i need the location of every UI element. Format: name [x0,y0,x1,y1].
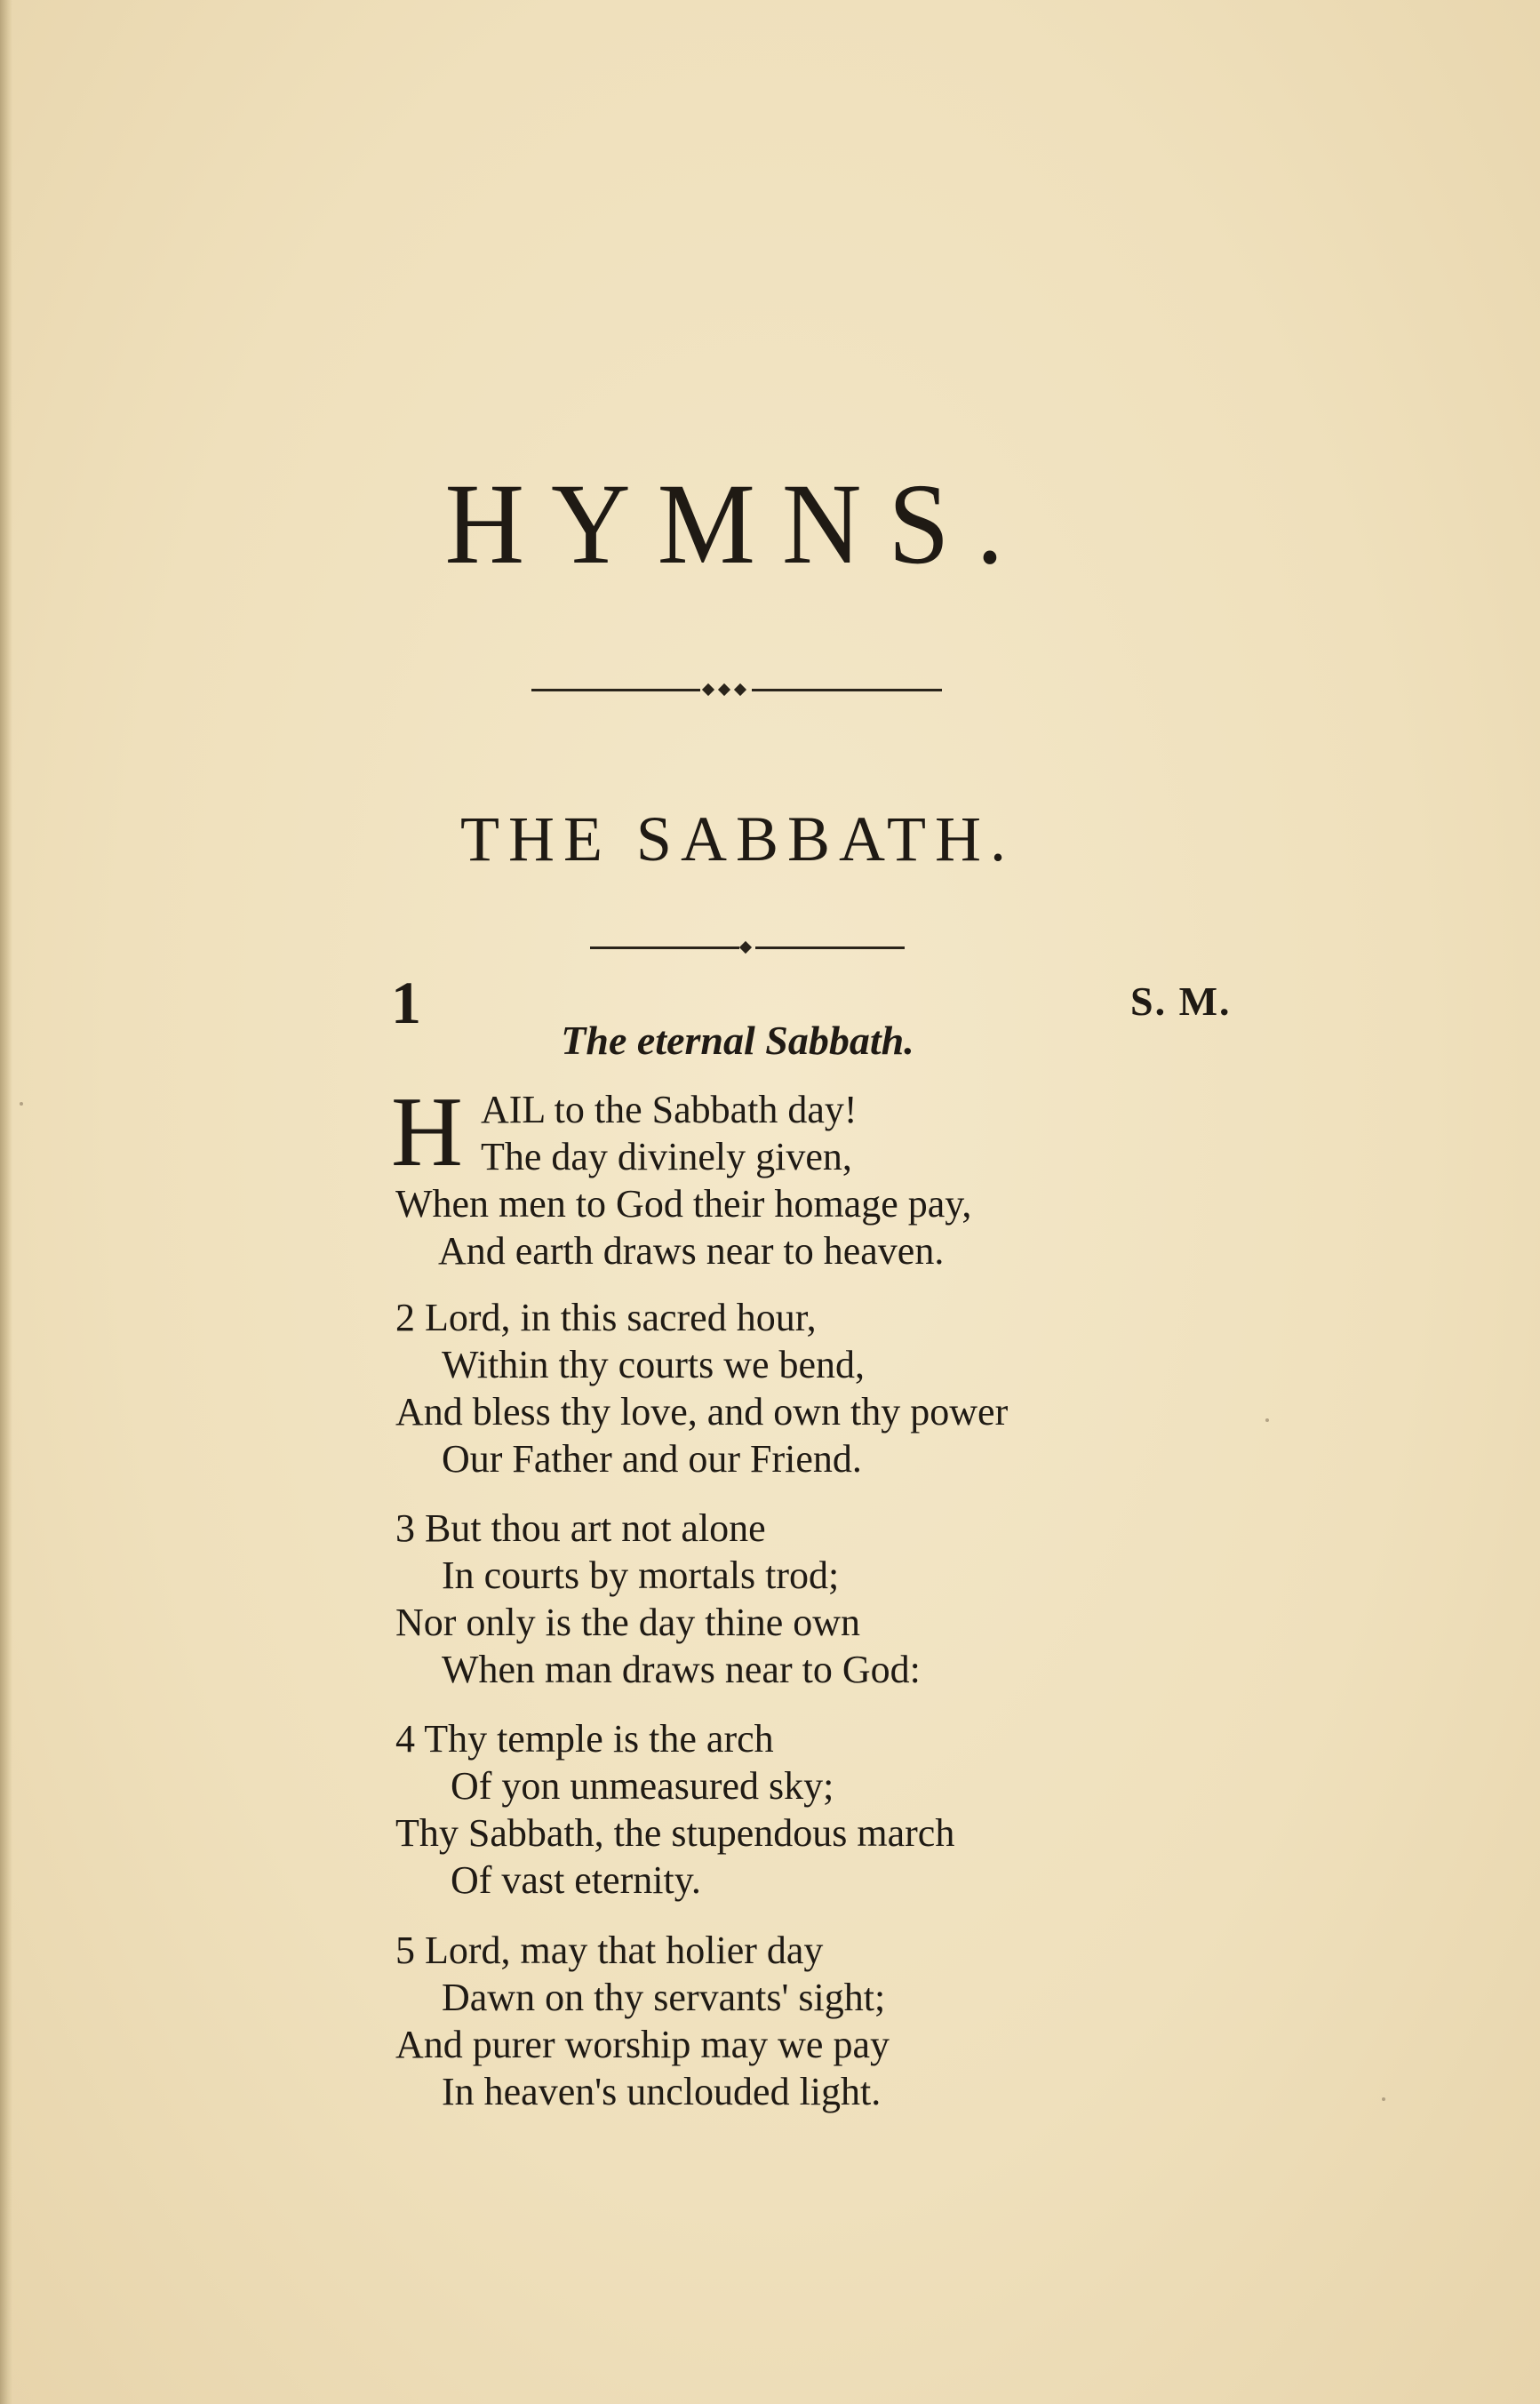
verse-line: 5 Lord, may that holier day [395,1929,824,1972]
drop-cap: H [391,1077,463,1187]
verse-line: Our Father and our Friend. [442,1437,862,1481]
section-rule-left [590,946,739,949]
verse-4 [395,1715,954,1904]
verse-line: In courts by mortals trod; [442,1553,840,1597]
verse-2 [395,1294,1008,1482]
section-rule-right [755,946,905,949]
verse-line: Of vast eternity. [451,1858,701,1902]
verse-line: And bless thy love, and own thy power [395,1390,1009,1434]
verse-line: Of yon unmeasured sky; [451,1764,834,1808]
title-rule-right [752,689,942,691]
verse-line: AIL to the Sabbath day! [481,1088,858,1131]
verse-line: The day divinely given, [481,1135,852,1178]
verse-line: 4 Thy temple is the arch [395,1717,774,1761]
section-rule-ornament [739,941,752,954]
verse-line: When men to God their homage pay, [395,1182,972,1226]
verse-1-lines [395,1086,971,1274]
page-title: HYMNS. [444,459,1031,588]
verse-3 [395,1505,921,1693]
page-binding-edge [0,0,12,2404]
section-title: THE SABBATH. [459,803,1016,875]
title-rule-ornament-3 [734,683,746,696]
verse-line: When man draws near to God: [442,1648,921,1691]
title-rule-left [531,689,700,691]
paper-speck [1265,1418,1269,1422]
verse-line: Nor only is the day thine own [395,1601,861,1644]
verse-line: And earth draws near to heaven. [438,1229,945,1273]
verse-line: 2 Lord, in this sacred hour, [395,1296,817,1339]
verse-line: And purer worship may we pay [395,2023,890,2066]
hymn-meter: S. M. [1130,978,1232,1024]
verse-line: Dawn on thy servants' sight; [442,1976,886,2019]
verse-line: 3 But thou art not alone [395,1506,766,1550]
paper-speck [20,1102,23,1106]
paper-speck [1382,2097,1385,2101]
verse-line: Within thy courts we bend, [442,1343,866,1386]
verse-line: In heaven's unclouded light. [442,2070,882,2113]
hymn-subtitle: The eternal Sabbath. [561,1018,914,1063]
verse-5 [395,1927,890,2115]
title-rule-ornament-2 [718,683,730,696]
title-rule-ornament-1 [702,683,714,696]
verse-line: Thy Sabbath, the stupendous march [395,1811,955,1855]
hymn-number: 1 [391,969,421,1036]
